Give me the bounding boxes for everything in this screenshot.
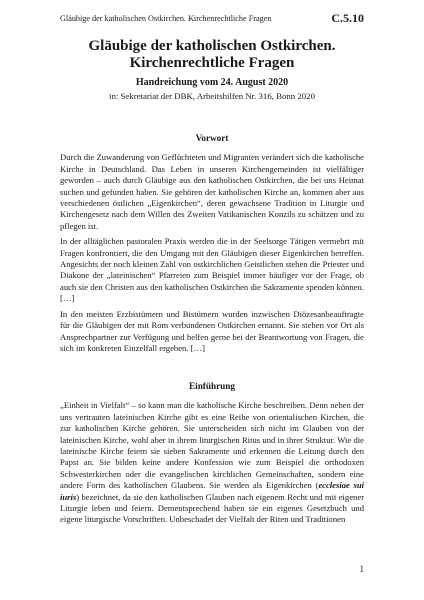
source-citation: in: Sekretariat der DBK, Arbeitshilfen Nr. 316, Bonn 2020 <box>109 91 315 101</box>
section-heading-einfuehrung: Einführung <box>189 381 235 391</box>
section-vorwort <box>60 133 364 354</box>
running-header <box>60 13 364 27</box>
section-code: C.5.10 <box>331 11 364 25</box>
paragraph: In den meisten Erzbistümern und Bistümern wurden inzwischen Diözesanbeauftragte für die Gläubigen der mit Rom verbundenen Ostkirchen ernannt. Sie stehen vor Ort als Ansprechpartner zur Verfügung und helfen gerne bei der Beantwortung von Fragen, die sich im konkreten Einzelfall ergeben. […] <box>60 308 364 353</box>
paragraph-text: „Einheit in Vielfalt“ – so kann man die katholische Kirche beschreiben. Denn neben der uns vertrauten lateinischen Kirche gibt es eine Reihe von orientalischen Kirchen, die zur katholischen Kirche gehören. Sie unterscheiden sich nicht im Glauben von der lateinischen Kirche, wohl aber in ihrem liturgischen Ritus und in ihrer Struktur. Wie die lateinische Kirche feiern sie sieben Sakramente und erkennen die Leitung durch den Papst an. Sie bilden keine andere Konfession wie zum Beispiel die orthodoxen Schwesterkirchen oder die evangelischen kirchlichen Gemeinschaften, sondern eine andere Form des katholischen Glaubens. Sie werden als Eigenkirchen ( <box>60 400 364 491</box>
document-title <box>60 38 364 72</box>
latin-term: ecclesiae sui iuris <box>60 480 364 502</box>
running-title: Gläubige der katholischen Ostkirchen. Kirchenrechtliche Fragen <box>60 14 272 23</box>
section-einfuehrung <box>60 381 364 526</box>
title-line-1: Gläubige der katholischen Ostkirchen. <box>88 38 336 54</box>
document-subtitle: Handreichung vom 24. August 2020 <box>135 77 289 88</box>
section-heading-vorwort: Vorwort <box>195 133 229 143</box>
title-line-2: Kirchenrechtliche Fragen <box>129 55 295 71</box>
paragraph: Durch die Zuwanderung von Geflüchteten und Migranten verändert sich die katholische Kirche in Deutschland. Das Leben in unseren Kirchengemeinden ist vielfältiger geworden – auch durch Gläubige aus den katholischen Ostkirchen, die bei uns Heimat suchen und gefunden haben. Sie gehören der katholischen Kirche an, kommen aber aus verschiedenen östlichen „Eigenkirchen“, deren gewachsene Tradition in Liturgie und Kirchengesetz nach dem Willen des Zweiten Vatikanischen Konzils zu schätzen und zu pflegen ist. <box>60 152 364 231</box>
page-number: 1 <box>359 564 364 574</box>
paragraph: In der alltäglichen pastoralen Praxis werden die in der Seelsorge Tätigen vermehrt mit Fragen konfrontiert, die den Umgang mit den Gläubigen dieser Eigenkirchen betreffen. Angesichts der noch kleinen Zahl von ostkirchlichen Geistlichen stehen die Priester und Diakone der „lateinischen“ Pfarreien zum Beispiel immer häufiger vor der Frage, ob auch sie den Christen aus den katholischen Ostkirchen die Sakramente spenden können. […] <box>60 236 364 304</box>
title-block <box>60 38 364 101</box>
paragraph <box>60 400 364 525</box>
paragraph-text: ) bezeichnet, da sie den katholischen Glauben nach eigenem Recht und mit eigener Liturgie leben und feiern. Dementsprechend haben sie ein eigenes Gesetzbuch und eigene liturgische Vorschriften. Unbeschadet der Vielfalt der Riten und Traditionen <box>60 491 364 525</box>
